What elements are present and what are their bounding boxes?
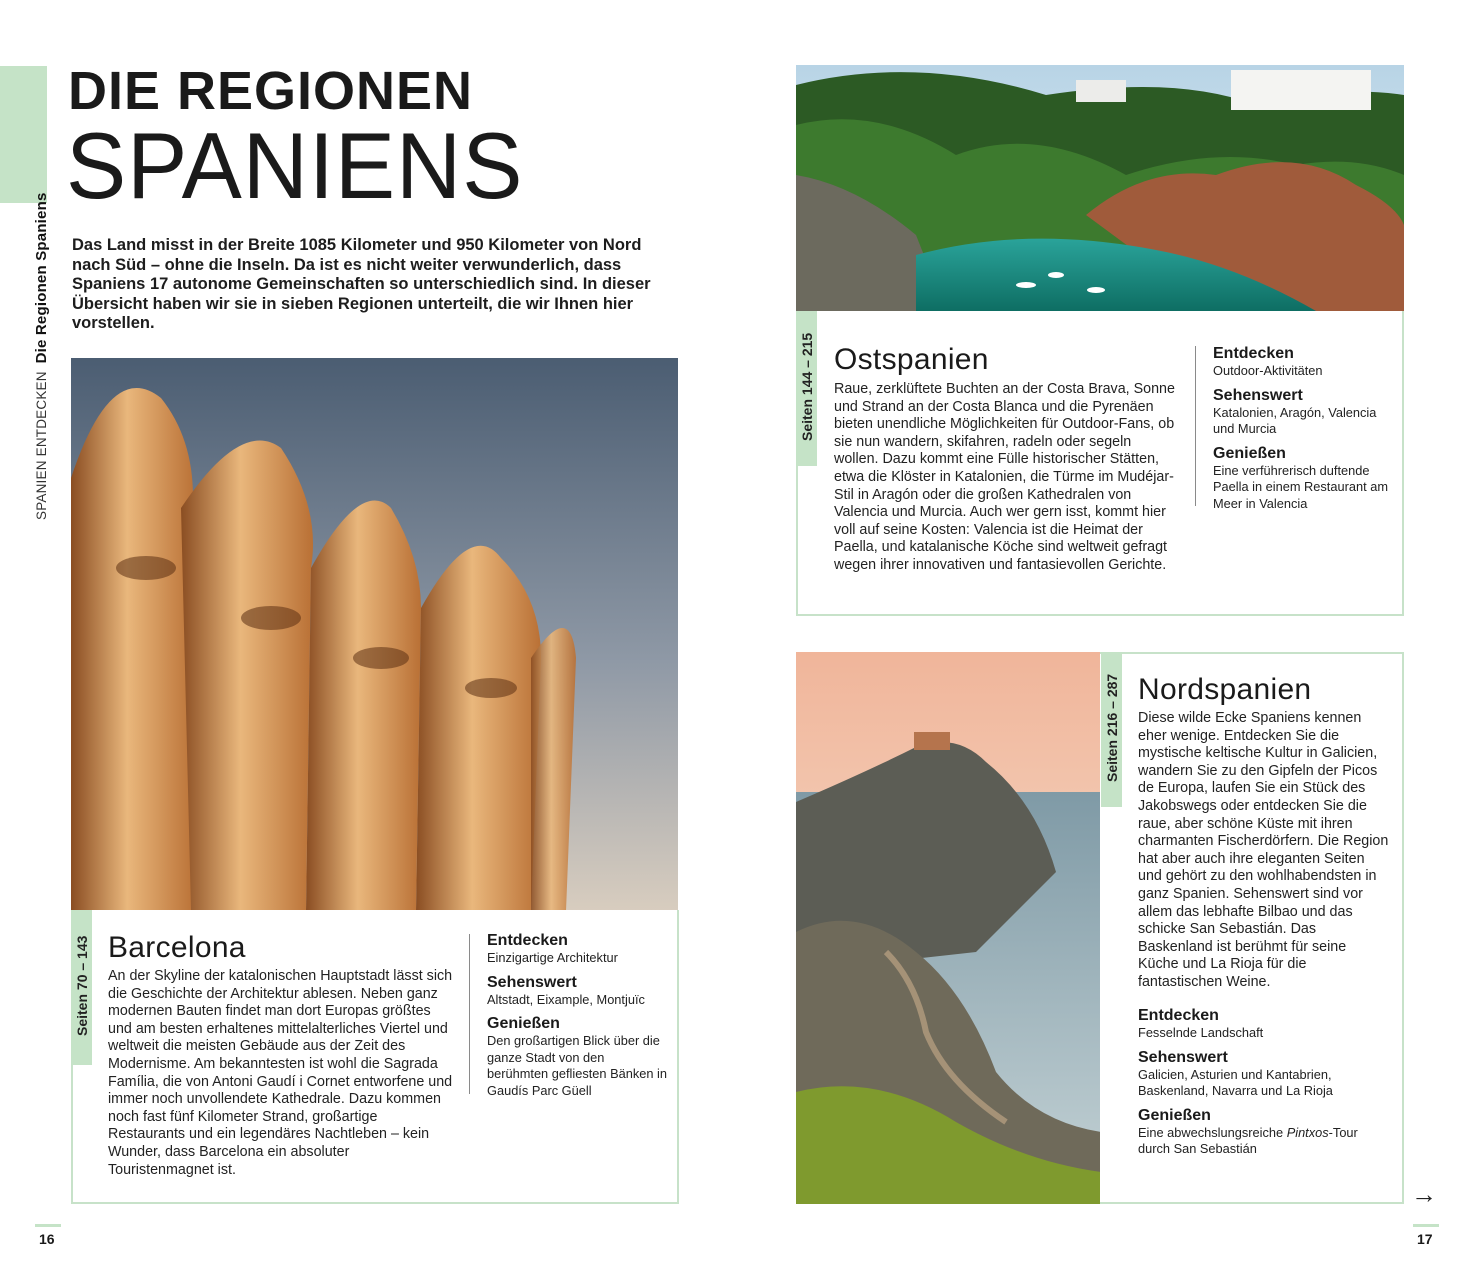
page-number-right: 17 xyxy=(1417,1231,1433,1247)
nordspanien-photo xyxy=(796,652,1101,1204)
enjoy-heading: Genießen xyxy=(1213,444,1286,462)
enjoy-text xyxy=(1138,1125,1388,1158)
page-number-left: 16 xyxy=(39,1231,55,1247)
enjoy-text: Eine verführerisch duftende Paella in einem Restaurant am Meer in Valencia xyxy=(1213,462,1388,511)
page-title-line2: SPANIENS xyxy=(66,113,524,218)
next-page-arrow-icon: → xyxy=(1411,1179,1437,1209)
enjoy-heading: Genießen xyxy=(1138,1106,1211,1124)
region-title: Ostspanien xyxy=(834,343,989,376)
sights-heading: Sehenswert xyxy=(1213,386,1303,404)
enjoy-text-suffix: -Tour durch San Sebastián xyxy=(1138,1124,1358,1156)
region-facts xyxy=(1213,344,1393,512)
page-range-label: Seiten 216 – 287 xyxy=(1104,673,1120,782)
discover-text: Fesselnde Landschaft xyxy=(1138,1025,1264,1040)
sights-text: Galicien, Asturien und Kantabrien, Baskenland, Navarra und La Rioja xyxy=(1138,1066,1333,1098)
enjoy-text-italic: Pintxos xyxy=(1286,1124,1329,1140)
running-header-chapter: Die Regionen Spaniens xyxy=(33,192,50,364)
sights-text: Altstadt, Eixample, Montjuïc xyxy=(487,991,645,1007)
column-divider xyxy=(469,934,470,1094)
region-description: Diese wilde Ecke Spaniens kennen eher wenige. Entdecken Sie die mystische keltische Kultur in Galicien, wandern Sie zu den Gipfeln der Picos de Europa, laufen Sie ein Stück des Jakobswegs oder entdecken Sie die raue, aber schöne Küste mit ihren charmanten Fischerdörfern. Die Region hat aber auch ihre eleganten Seiten und gehört zu den wohlhabendsten in ganz Spanien. Sehenswert sind vor allem das lebhafte Bilbao und das schicke San Sebastián. Das Baskenland ist berühmt für seine Küche und La Rioja für die fantastischen Weine. xyxy=(1138,710,1389,990)
sights-text: Katalonien, Aragón, Valencia und Murcia xyxy=(1213,404,1377,436)
page-title-line1: DIE REGIONEN xyxy=(68,61,474,121)
column-divider xyxy=(1195,346,1196,506)
ostspanien-photo xyxy=(796,65,1404,311)
page-range-label: Seiten 70 – 143 xyxy=(74,935,90,1036)
discover-heading: Entdecken xyxy=(1138,1007,1219,1024)
region-facts xyxy=(1138,1006,1388,1158)
running-header-section: SPANIEN ENTDECKEN xyxy=(34,371,49,520)
page-range-label: Seiten 144 – 215 xyxy=(799,332,815,441)
discover-text: Einzigartige Architektur xyxy=(487,950,618,965)
discover-text: Outdoor-Aktivitäten xyxy=(1213,363,1323,378)
intro-paragraph: Das Land misst in der Breite 1085 Kilometer und 950 Kilometer von Nord nach Süd – ohne die Inseln. Da ist es nicht weiter verwunderlich, dass Spaniens 17 autonome Gemeinschaften so unterschiedlich sind. In dieser Übersicht haben wir sie in sieben Regionen unterteilt, die wir Ihnen hier vorstellen. xyxy=(72,236,651,332)
discover-heading: Entdecken xyxy=(1213,345,1294,362)
page-number-rule xyxy=(1413,1224,1439,1227)
region-facts xyxy=(487,931,667,1099)
region-title: Nordspanien xyxy=(1138,673,1312,706)
chapter-tab xyxy=(0,66,47,203)
enjoy-text-prefix: Eine abwechslungsreiche xyxy=(1138,1124,1287,1140)
discover-heading: Entdecken xyxy=(487,932,568,949)
running-header xyxy=(33,193,50,521)
enjoy-text: Den großartigen Blick über die ganze Stadt von den berühmten gefliesten Bänken in Gaudís Parc Güell xyxy=(487,1033,667,1098)
sights-heading: Sehenswert xyxy=(487,973,577,991)
region-title: Barcelona xyxy=(108,931,246,964)
region-description: An der Skyline der katalonischen Hauptstadt lässt sich die Geschichte der Architektur ablesen. Neben ganz modernen Bauten findet man dort Europas größtes und am besten erhaltenes mittelalterliches Viertel und weltweit die meisten Gebäude aus der Zeit des Modernisme. Am bekanntesten ist wohl die Sagrada Família, die von Antoni Gaudí i Cornet entworfene und immer noch unvollendete Kathedrale. Dazu kommen noch fast fünf Kilometer Strand, großartige Restaurants und ein legendäres Nachtleben – kein Wunder, dass Barcelona ein absoluter Touristenmagnet ist. xyxy=(108,968,453,1178)
region-description: Raue, zerklüftete Buchten an der Costa Brava, Sonne und Strand an der Costa Blanca und die Pyrenäen bieten unendliche Möglichkeiten für Outdoor-Fans, ob sie nun wandern, skifahren, radeln oder segeln wollen. Dazu kommt eine Fülle historischer Stätten, etwa die Klöster in Katalonien, die Türme im Mudéjar-Stil in Aragón oder die großen Kathedralen von Valencia und Murcia. Auch wer gern isst, kommt hier voll auf seine Kosten: Valencia ist die Heimat der Paella, und katalanische Köche sind weltweit gefragt wegen ihrer innovativen und fantasievollen Gerichte. xyxy=(834,381,1175,573)
barcelona-photo xyxy=(71,358,678,911)
page-number-rule xyxy=(35,1224,61,1227)
enjoy-heading: Genießen xyxy=(487,1015,560,1032)
sights-heading: Sehenswert xyxy=(1138,1048,1228,1066)
